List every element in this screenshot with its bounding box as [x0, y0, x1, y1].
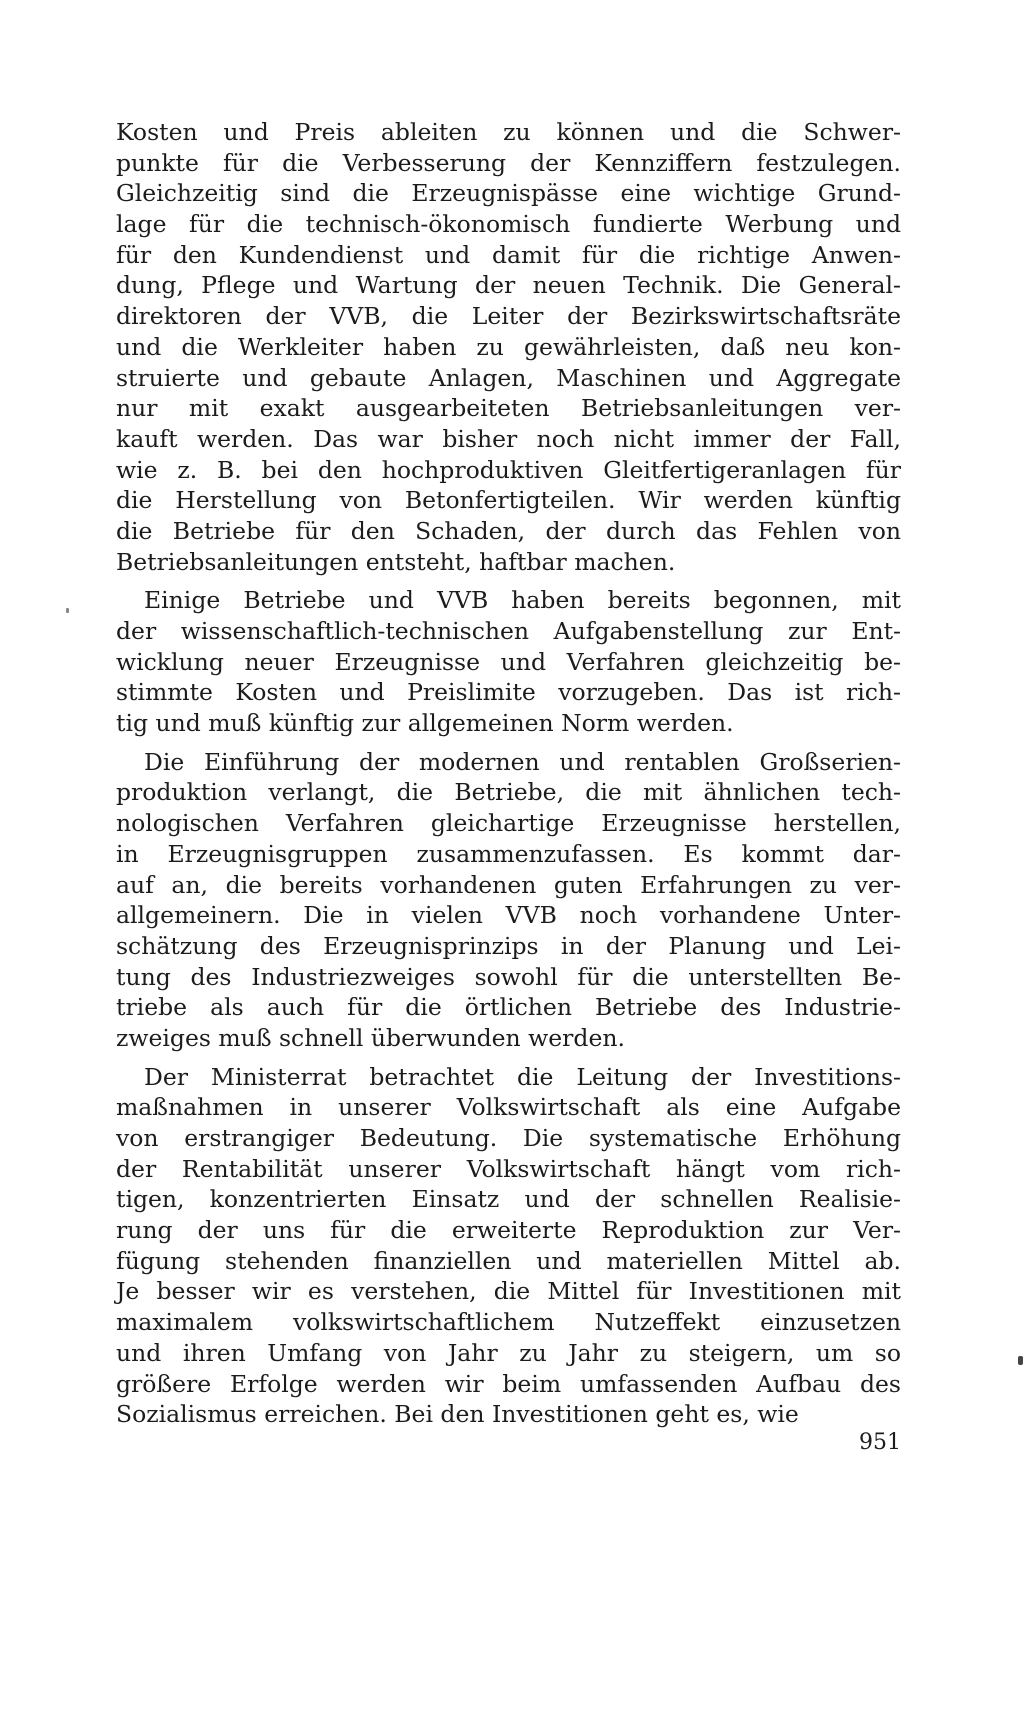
text-line: dung, Pflege und Wartung der neuen Technik. Die General-: [116, 271, 901, 300]
margin-tick: [66, 608, 69, 613]
text-line: in Erzeugnisgruppen zusammenzufassen. Es kommt dar-: [116, 839, 901, 868]
text-line: maßnahmen in unserer Volkswirtschaft als eine Aufgabe: [116, 1093, 901, 1122]
text-line: für den Kundendienst und damit für die richtige Anwen-: [116, 240, 901, 269]
text-line: maximalem volkswirtschaftlichem Nutzeffekt einzusetzen: [116, 1308, 901, 1337]
text-line: die Betriebe für den Schaden, der durch das Fehlen von: [116, 516, 901, 545]
text-line: der wissenschaftlich-technischen Aufgabenstellung zur Ent-: [116, 617, 901, 645]
text-line: allgemeinern. Die in vielen VVB noch vorhandene Unter-: [116, 901, 901, 930]
text-line: der Rentabilität unserer Volkswirtschaft hängt vom rich-: [116, 1154, 901, 1183]
text-line: zweiges muß schnell überwunden werden.: [116, 1023, 625, 1052]
text-line: struierte und gebaute Anlagen, Maschinen und Aggregate: [116, 363, 901, 392]
paragraph: [116, 585, 901, 738]
body-text: [116, 117, 901, 1430]
text-line: triebe als auch für die örtlichen Betriebe des Industrie-: [116, 993, 901, 1022]
text-line: wie z. B. bei den hochproduktiven Gleitfertigeranlagen für: [116, 455, 901, 484]
text-line: tung des Industriezweiges sowohl für die unterstellten Be-: [116, 962, 901, 991]
text-line: stimmte Kosten und Preislimite vorzugeben. Das ist rich-: [116, 678, 901, 707]
text-line: und ihren Umfang von Jahr zu Jahr zu steigern, um so: [116, 1338, 901, 1367]
page-number: 951: [859, 1430, 901, 1455]
text-line: Kosten und Preis ableiten zu können und die Schwer-: [116, 118, 901, 146]
text-line: rung der uns für die erweiterte Reproduktion zur Ver-: [116, 1216, 901, 1245]
text-line: schätzung des Erzeugnisprinzips in der Planung und Lei-: [116, 931, 901, 960]
paragraph: [116, 747, 901, 1054]
text-line: Die Einführung der modernen und rentablen Großserien-: [144, 747, 901, 776]
text-line: nur mit exakt ausgearbeiteten Betriebsanleitungen ver-: [116, 394, 901, 423]
paragraph: [116, 117, 901, 577]
text-line: produktion verlangt, die Betriebe, die mit ähnlichen tech-: [116, 778, 901, 807]
text-line: tig und muß künftig zur allgemeinen Norm werden.: [116, 709, 734, 738]
text-line: lage für die technisch-ökonomisch fundierte Werbung und: [116, 210, 901, 239]
text-line: Sozialismus erreichen. Bei den Investitionen geht es, wie: [116, 1400, 799, 1429]
text-line: Je besser wir es verstehen, die Mittel für Investitionen mit: [116, 1277, 901, 1306]
text-line: punkte für die Verbesserung der Kennziffern festzulegen.: [116, 148, 901, 177]
text-line: größere Erfolge werden wir beim umfassenden Aufbau des: [116, 1369, 901, 1398]
text-line: Betriebsanleitungen entsteht, haftbar machen.: [116, 547, 676, 576]
paragraph: [116, 1062, 901, 1430]
text-line: Der Ministerrat betrachtet die Leitung der Investitions-: [144, 1062, 901, 1091]
text-line: auf an, die bereits vorhandenen guten Erfahrungen zu ver-: [116, 870, 901, 899]
text-line: kauft werden. Das war bisher noch nicht immer der Fall,: [116, 424, 901, 453]
text-line: von erstrangiger Bedeutung. Die systematische Erhöhung: [116, 1124, 901, 1152]
text-line: die Herstellung von Betonfertigteilen. Wir werden künftig: [116, 486, 901, 515]
text-line: Einige Betriebe und VVB haben bereits begonnen, mit: [144, 586, 901, 615]
text-line: nologischen Verfahren gleichartige Erzeugnisse herstellen,: [116, 809, 901, 838]
text-line: Gleichzeitig sind die Erzeugnispässe eine wichtige Grund-: [116, 179, 901, 208]
text-line: tigen, konzentrierten Einsatz und der schnellen Realisie-: [116, 1185, 901, 1214]
text-line: und die Werkleiter haben zu gewährleisten, daß neu kon-: [116, 332, 901, 361]
margin-mark: [1018, 1356, 1023, 1365]
text-line: direktoren der VVB, die Leiter der Bezirkswirtschaftsräte: [116, 302, 901, 331]
text-line: fügung stehenden finanziellen und materiellen Mittel ab.: [116, 1246, 901, 1275]
text-line: wicklung neuer Erzeugnisse und Verfahren gleichzeitig be-: [116, 647, 901, 676]
